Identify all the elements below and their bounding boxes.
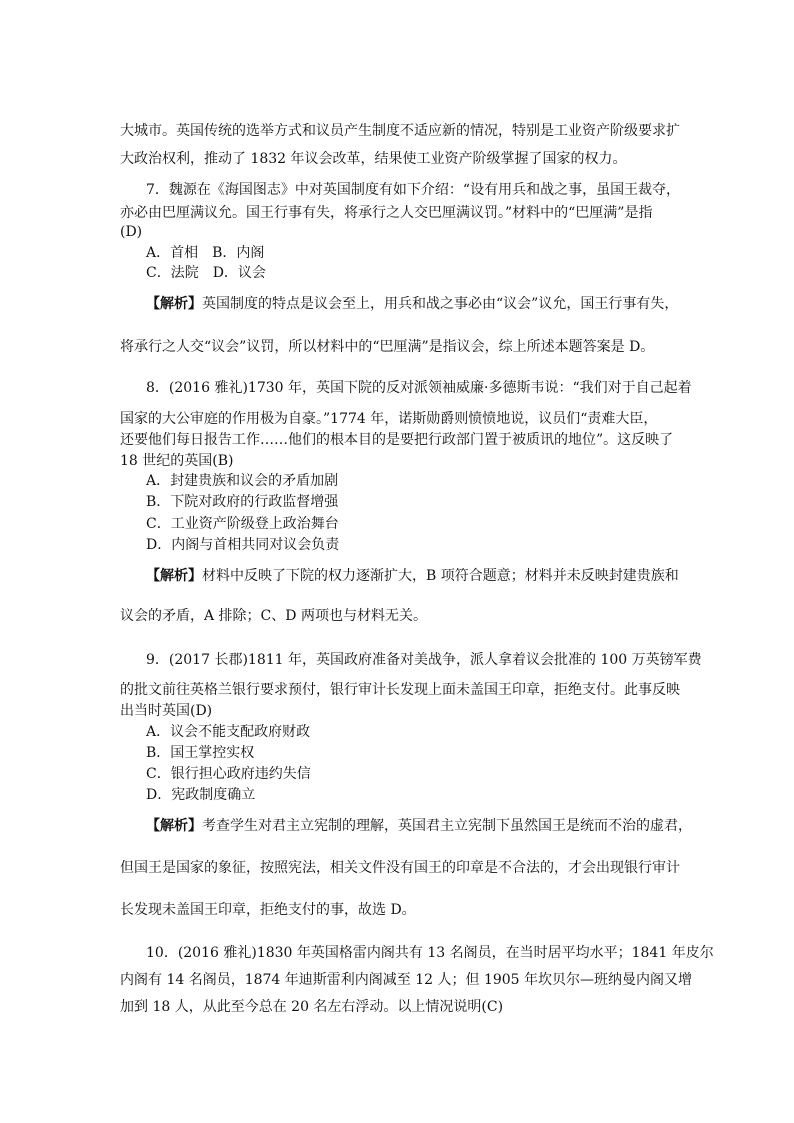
question-stem: 9．(2017 长郡)1811 年，英国政府准备对美战争，派人拿着议会批准的 100 万英镑军费	[146, 652, 702, 668]
option-b: B．国王掌控实权	[146, 745, 255, 761]
question-answer: (D)	[120, 224, 143, 240]
paragraph-line: 大政治权利，推动了 1832 年议会改革，结果使工业资产阶级掌握了国家的权力。	[120, 151, 627, 167]
question-stem: 7．魏源在《海国图志》中对英国制度有如下介绍：“设有用兵和战之事，虽国王裁夺，	[146, 182, 681, 198]
analysis-text: 考查学生对君主立宪制的理解，英国君主立宪制下虽然国王是统而不治的虚君，	[202, 818, 692, 834]
analysis-text: 英国制度的特点是议会至上，用兵和战之事必由“议会”议允，国王行事有失，	[202, 296, 679, 312]
question-stem: 亦必由巴厘满议允。国王行事有失，将承行之人交巴厘满议罚。”材料中的“巴厘满”是指	[120, 205, 653, 221]
paragraph-line: 大城市。英国传统的选举方式和议员产生制度不适应新的情况，特别是工业资产阶级要求扩	[120, 123, 680, 139]
option-b: B．下院对政府的行政监督增强	[146, 494, 339, 510]
question-stem: 国家的大公审庭的作用极为自豪。”1774 年，诺斯勋爵则愤愤地说，议员们“责难大臣，	[120, 411, 658, 427]
analysis-tag: 【解析】	[146, 568, 202, 584]
question-stem: 10．(2016 雅礼)1830 年英国格雷内阁共有 13 名阁员，在当时居平均水平；1841 年皮尔	[146, 945, 714, 961]
question-stem: 18 世纪的英国(B)	[120, 453, 234, 469]
option-a: A．议会不能支配政府财政	[146, 724, 311, 740]
option-line: A．首相 B．内阁	[146, 245, 265, 261]
analysis-text: 材料中反映了下院的权力逐渐扩大，B 项符合题意；材料并未反映封建贵族和	[202, 568, 679, 584]
analysis-tag: 【解析】	[146, 296, 202, 312]
question-stem: 加到 18 人，从此至今总在 20 名左右浮动。以上情况说明(C)	[120, 999, 504, 1015]
analysis-line	[146, 816, 692, 836]
question-stem: 内阁有 14 名阁员，1874 年迪斯雷利内阁减至 12 人；但 1905 年坎贝尔—班纳曼内阁又增	[120, 972, 693, 988]
analysis-line: 但国王是国家的象征，按照宪法，相关文件没有国王的印章是不合法的，才会出现银行审计	[120, 860, 680, 876]
question-stem: 8．(2016 雅礼)1730 年，英国下院的反对派领袖威廉·多德斯韦说：“我们对于自己起着	[146, 380, 692, 396]
question-stem: 的批文前往英格兰银行要求预付，银行审计长发现上面未盖国王印章，拒绝支付。此事反映	[120, 682, 680, 698]
analysis-line	[146, 294, 678, 314]
option-line: C．法院 D．议会	[146, 265, 266, 281]
question-stem: 还要他们每日报告工作……他们的根本目的是要把行政部门置于被质讯的地位”。这反映了	[120, 432, 674, 448]
option-d: D．宪政制度确立	[146, 787, 256, 803]
analysis-tag: 【解析】	[146, 818, 202, 834]
question-stem: 出当时英国(D)	[120, 703, 213, 719]
analysis-line	[146, 566, 679, 586]
option-d: D．内阁与首相共同对议会负责	[146, 537, 340, 553]
option-c: C．银行担心政府违约失信	[146, 766, 311, 782]
analysis-line: 将承行之人交“议会”议罚，所以材料中的“巴厘满”是指议会，综上所述本题答案是 D。	[120, 339, 655, 355]
analysis-line: 议会的矛盾，A 排除；C、D 两项也与材料无关。	[120, 608, 427, 624]
option-a: A．封建贵族和议会的矛盾加剧	[146, 473, 339, 489]
analysis-line: 长发现未盖国王印章，拒绝支付的事，故选 D。	[120, 902, 416, 918]
option-c: C．工业资产阶级登上政治舞台	[146, 516, 339, 532]
